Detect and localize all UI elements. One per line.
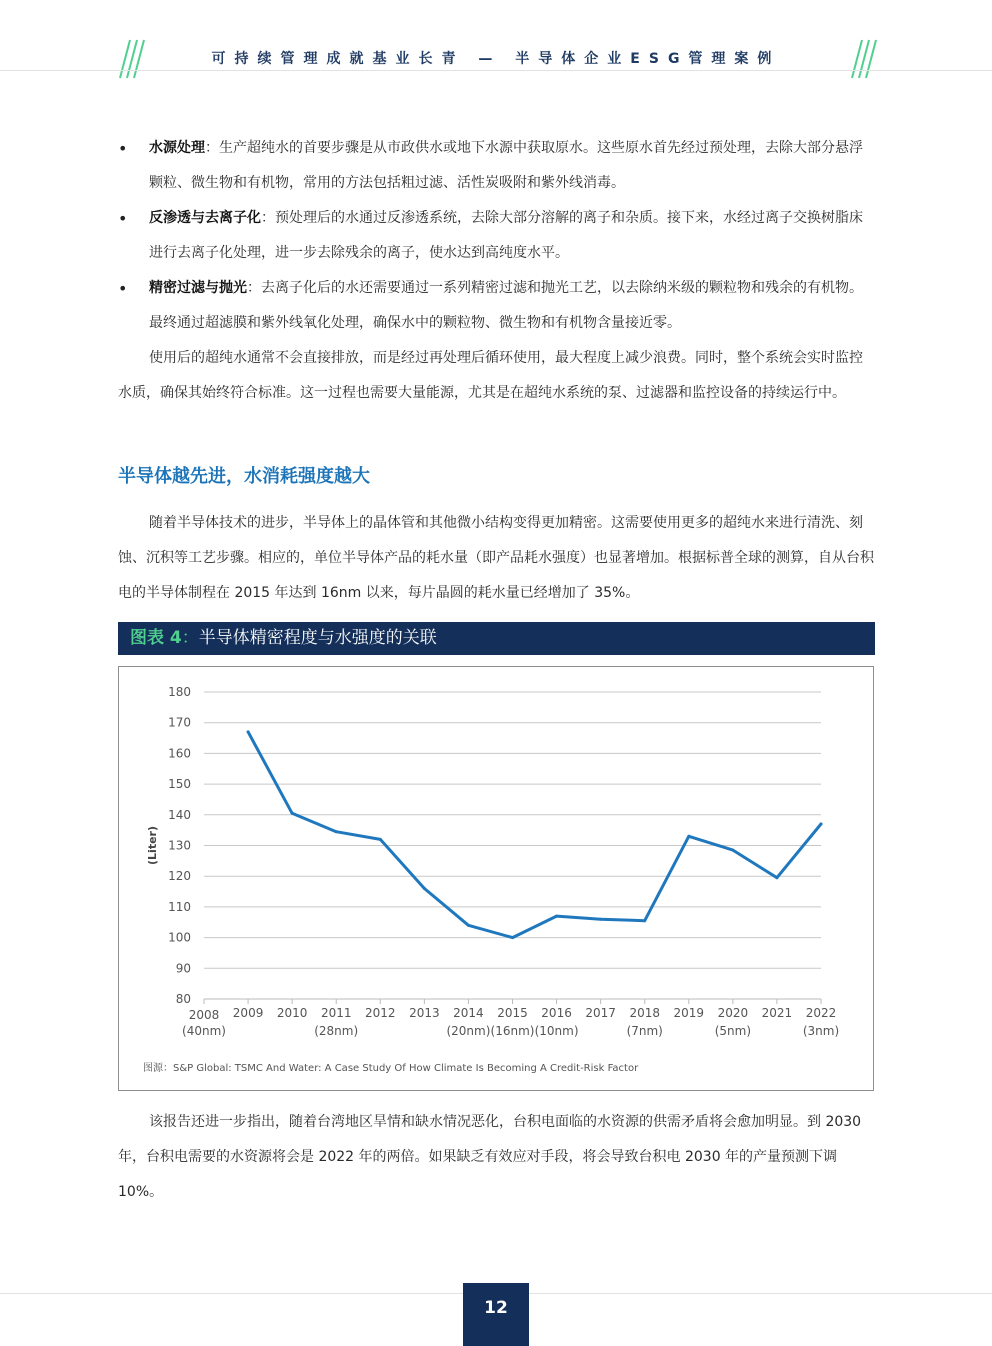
header-title: 可持续管理成就基业长青 — 半导体企业ESG管理案例 bbox=[211, 51, 781, 67]
paragraph: 使用后的超纯水通常不会直接排放，而是经过再处理后循环使用，最大程度上减少浪费。同时，整个系统会实时监控水质，确保其始终符合标准。这一过程也需要大量能源，尤其是在超纯水系统的泵、过滤器和监控设备的持续运行中。 bbox=[118, 350, 863, 401]
data-point bbox=[687, 835, 690, 838]
x-tick-label: 2016 bbox=[541, 1006, 572, 1020]
bullet-text: 预处理后的水通过反渗透系统，去除大部分溶解的离子和杂质。接下来，水经过离子交换树脂床进行去离子化处理，进一步去除残余的离子，使水达到高纯度水平。 bbox=[149, 210, 863, 261]
bullet-separator: ： bbox=[261, 210, 275, 226]
chart-source: 图源：S&P Global: TSMC And Water: A Case Study Of How Climate Is Becoming A Credit-Risk Factor bbox=[143, 1063, 639, 1074]
y-axis-label: (Liter) bbox=[146, 826, 159, 865]
data-point bbox=[247, 730, 250, 733]
data-point bbox=[335, 830, 338, 833]
figure-number: 图表 4 bbox=[130, 628, 182, 648]
paragraph: 该报告还进一步指出，随着台湾地区旱情和缺水情况恶化，台积电面临的水资源的供需矛盾将会愈加明显。到 2030 年，台积电需要的水资源将会是 2022 年的两倍。如果缺乏有效应对手段，将会导致台积电 2030 年的产量预测下调 10%。 bbox=[118, 1114, 862, 1200]
x-tick-label: 2017 bbox=[585, 1006, 616, 1020]
x-tick-label: 2013 bbox=[409, 1006, 440, 1020]
data-point bbox=[643, 919, 646, 922]
figure-caption-bar bbox=[118, 622, 875, 655]
data-point bbox=[467, 924, 470, 927]
x-node-label: (7nm) bbox=[626, 1024, 663, 1038]
y-tick-label: 100 bbox=[168, 930, 191, 945]
chart-container bbox=[118, 666, 874, 1091]
bullet-text: 去离子化后的水还需要通过一系列精密过滤和抛光工艺，以去除纳米级的颗粒物和残余的有机物。最终通过超滤膜和紫外线氧化处理，确保水中的颗粒物、微生物和有机物含量接近零。 bbox=[149, 280, 863, 331]
x-node-label: (10nm) bbox=[534, 1024, 579, 1038]
y-tick-label: 150 bbox=[168, 777, 191, 792]
x-node-label: (28nm) bbox=[314, 1024, 359, 1038]
y-tick-label: 160 bbox=[168, 746, 191, 761]
bullet-title: 反渗透与去离子化 bbox=[149, 210, 261, 226]
header-divider bbox=[0, 70, 992, 71]
x-node-label: (40nm) bbox=[182, 1024, 226, 1038]
x-tick-label: 2014 bbox=[453, 1006, 484, 1020]
data-point bbox=[379, 838, 382, 841]
x-node-label: (3nm) bbox=[802, 1024, 840, 1038]
x-tick-label: 2010 bbox=[276, 1006, 308, 1020]
section-heading: 半导体越先进，水消耗强度越大 bbox=[118, 466, 370, 487]
y-tick-label: 90 bbox=[175, 961, 191, 976]
data-point bbox=[555, 915, 558, 918]
data-point bbox=[511, 936, 514, 939]
x-tick-label: 2018 bbox=[629, 1006, 660, 1020]
data-point bbox=[820, 823, 823, 826]
body-text-middle bbox=[118, 506, 874, 611]
y-tick-label: 180 bbox=[168, 685, 191, 699]
x-node-label: (20nm) bbox=[446, 1024, 491, 1038]
x-tick-label: 2020 bbox=[717, 1006, 749, 1020]
x-node-label: (16nm) bbox=[490, 1024, 535, 1038]
paragraph: 随着半导体技术的进步，半导体上的晶体管和其他微小结构变得更加精密。这需要使用更多的超纯水来进行清洗、刻蚀、沉积等工艺步骤。相应的，单位半导体产品的耗水量（即产品耗水强度）也显著增加。根据标普全球的测算，自从台积电的半导体制程在 2015 年达到 16nm 以来，每片晶圆的耗水量已经增加了 35%。 bbox=[118, 515, 874, 601]
x-tick-label: 2022 bbox=[805, 1006, 837, 1020]
y-tick-label: 80 bbox=[175, 992, 191, 1006]
y-tick-label: 170 bbox=[168, 715, 191, 730]
x-tick-label: 2021 bbox=[761, 1006, 793, 1020]
bullet-title: 水源处理 bbox=[149, 140, 205, 156]
line-chart bbox=[119, 667, 875, 1092]
bullet-item bbox=[118, 201, 874, 271]
bullet-text: 生产超纯水的首要步骤是从市政供水或地下水源中获取原水。这些原水首先经过预处理，去除大部分悬浮颗粒、微生物和有机物，常用的方法包括粗过滤、活性炭吸附和紫外线消毒。 bbox=[149, 140, 863, 191]
data-point bbox=[599, 918, 602, 921]
bullet-item bbox=[118, 131, 874, 201]
x-tick-label: 2015 bbox=[497, 1006, 528, 1020]
y-tick-label: 140 bbox=[168, 807, 191, 822]
x-tick-label: 2011 bbox=[320, 1006, 352, 1020]
bullet-title: 精密过滤与抛光 bbox=[149, 280, 247, 296]
figure-separator: ： bbox=[181, 628, 199, 648]
bullet-item bbox=[118, 271, 874, 341]
data-point bbox=[731, 849, 734, 852]
data-point bbox=[775, 876, 778, 879]
x-tick-label: 2009 bbox=[232, 1006, 264, 1020]
y-tick-label: 120 bbox=[168, 869, 191, 884]
y-tick-label: 130 bbox=[168, 838, 191, 853]
bullet-separator: ： bbox=[205, 140, 219, 156]
x-tick-label: 2008 bbox=[188, 1008, 220, 1022]
x-tick-label: 2012 bbox=[365, 1006, 396, 1020]
figure-title: 半导体精密程度与水强度的关联 bbox=[198, 628, 437, 648]
bullet-separator: ： bbox=[247, 280, 261, 296]
data-point bbox=[291, 812, 294, 815]
x-tick-label: 2019 bbox=[673, 1006, 705, 1020]
page-number: 12 bbox=[463, 1283, 529, 1346]
y-tick-label: 110 bbox=[168, 899, 191, 914]
body-text-bottom bbox=[118, 1105, 874, 1210]
data-point bbox=[423, 887, 426, 890]
body-text-top bbox=[118, 131, 874, 411]
header-decoration-right bbox=[848, 38, 878, 80]
x-node-label: (5nm) bbox=[714, 1024, 752, 1038]
